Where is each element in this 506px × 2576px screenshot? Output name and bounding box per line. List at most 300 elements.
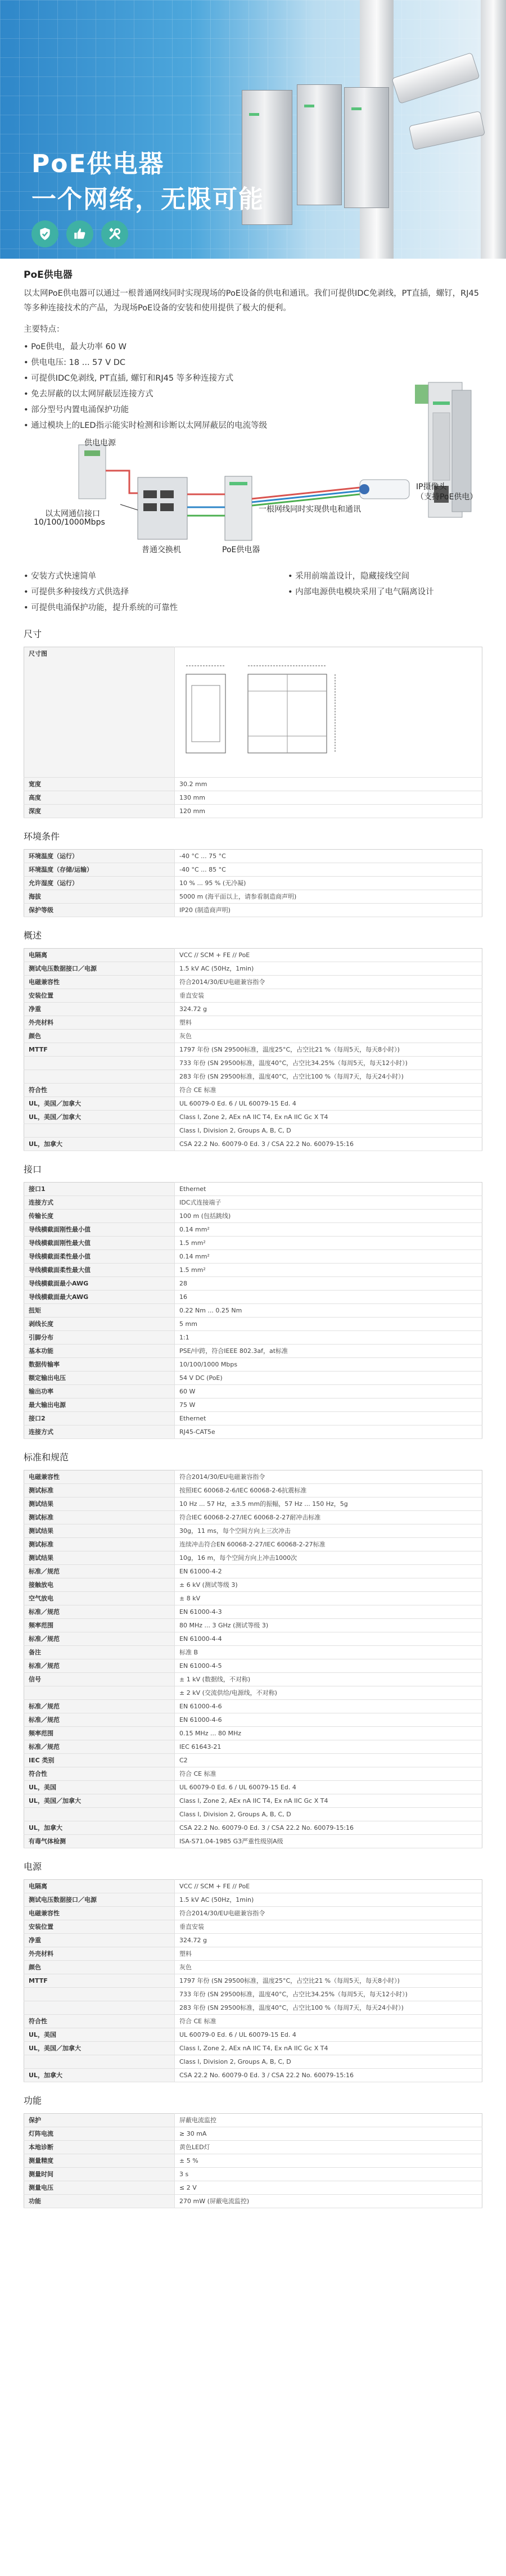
- table-key: 频率范围: [24, 1619, 175, 1632]
- table-key: 导线横截面柔性最大值: [24, 1264, 175, 1277]
- table-value: 0.15 MHz ... 80 MHz: [175, 1727, 482, 1740]
- table-value: 80 MHz ... 3 GHz (测试等级 3): [175, 1619, 482, 1632]
- table-row: [24, 976, 482, 989]
- table-key: 接口2: [24, 1412, 175, 1425]
- table-value: EN 61000-4-6: [175, 1700, 482, 1713]
- table-row: [24, 2154, 482, 2168]
- section-title: 尺寸: [24, 629, 42, 639]
- table-key: 本地诊断: [24, 2141, 175, 2154]
- table-row: [24, 1331, 482, 1345]
- table-value: 30g，11 ms，每个空间方向上三次冲击: [175, 1524, 482, 1538]
- table-key: 空气放电: [24, 1592, 175, 1605]
- table-row: [24, 1124, 482, 1138]
- table-value: ± 5 %: [175, 2154, 482, 2168]
- table-value: 3 s: [175, 2168, 482, 2181]
- table-key: [24, 1988, 175, 2001]
- table-value: 符合2014/30/EU电磁兼容指令: [175, 1907, 482, 1920]
- table-key: 外壳材料: [24, 1016, 175, 1030]
- table-row: [24, 1043, 482, 1057]
- table-value: 324.72 g: [175, 1934, 482, 1947]
- table-row: [24, 1947, 482, 1961]
- table-key: 接口1: [24, 1183, 175, 1196]
- section-title: 标准和规范: [24, 1452, 69, 1463]
- dimension-drawing-cell: [175, 647, 482, 778]
- table-row: [24, 1988, 482, 2001]
- table-key: 符合性: [24, 1084, 175, 1097]
- list-item: • PoE供电，最大功率 60 W: [24, 339, 482, 355]
- table-row: [24, 1907, 482, 1920]
- table-value: 灰色: [175, 1961, 482, 1974]
- table-key: 电磁兼容性: [24, 1907, 175, 1920]
- table-row: [24, 1111, 482, 1124]
- list-item: • 可提供IDC免剥线, PT直插, 螺钉和RJ45 等多种连接方式: [24, 371, 482, 386]
- table-row: [24, 2195, 482, 2208]
- table-row: [24, 2181, 482, 2195]
- network-diagram: [0, 437, 506, 566]
- table-value: CSA 22.2 No. 60079-0 Ed. 3 / CSA 22.2 No. 60079-15:16: [175, 1821, 482, 1835]
- table-value: 16: [175, 1291, 482, 1304]
- table-key: 电磁兼容性: [24, 1470, 175, 1484]
- table-key: 净重: [24, 1934, 175, 1947]
- table-key: UL，加拿大: [24, 1138, 175, 1151]
- table-key: UL，美国: [24, 2028, 175, 2042]
- table-key: 电隔离: [24, 1880, 175, 1893]
- table-row: [24, 1605, 482, 1619]
- table-value: Class I, Zone 2, AEx nA IIC T4, Ex nA IIC Gc X T4: [175, 1794, 482, 1808]
- table-row: [24, 850, 482, 863]
- table-key: 功能: [24, 2195, 175, 2208]
- table-key: 连接方式: [24, 1196, 175, 1210]
- table-value: 120 mm: [175, 805, 482, 818]
- table-value: 符合 CE 标准: [175, 2015, 482, 2028]
- table-row: [24, 805, 482, 818]
- table-key: 测试标准: [24, 1511, 175, 1524]
- hero-banner: [0, 0, 506, 259]
- dimension-drawing: [175, 652, 338, 771]
- table-row: [24, 1484, 482, 1497]
- ethernet-label: 以太网通信接口: [45, 509, 100, 518]
- table-row: [24, 2028, 482, 2042]
- table-key: 测试电压数据接口／电源: [24, 1893, 175, 1907]
- table-value: C2: [175, 1754, 482, 1767]
- table-value: Ethernet: [175, 1183, 482, 1196]
- table-key: 测量时间: [24, 2168, 175, 2181]
- table-value: ± 8 kV: [175, 1592, 482, 1605]
- table-row: [24, 1412, 482, 1425]
- table-row: [24, 1659, 482, 1673]
- table-value: 75 W: [175, 1398, 482, 1412]
- list-item: • 内部电源供电模块采用了电气隔离设计: [288, 584, 506, 600]
- table-value: Ethernet: [175, 1412, 482, 1425]
- table-row: [24, 1893, 482, 1907]
- table-row: [24, 2001, 482, 2015]
- table-row: [24, 1030, 482, 1043]
- table-value: 连续冲击符合EN 60068-2-27/IEC 60068-2-27标准: [175, 1538, 482, 1551]
- table-row: [24, 647, 482, 778]
- table-row: [24, 791, 482, 805]
- table-key: 颜色: [24, 1961, 175, 1974]
- overview-table: [24, 948, 482, 1151]
- table-row: [24, 1619, 482, 1632]
- table-value: 10 Hz ... 57 Hz，±3.5 mm的振幅，57 Hz ... 150 Hz，5g: [175, 1497, 482, 1511]
- table-value: VCC // SCM + FE // PoE: [175, 949, 482, 962]
- table-row: [24, 1345, 482, 1358]
- table-row: [24, 1920, 482, 1934]
- table-value: ± 2 kV (交流供给/电源线，不对称): [175, 1686, 482, 1700]
- table-value: 屏蔽电流监控: [175, 2114, 482, 2127]
- table-value: 塑料: [175, 1947, 482, 1961]
- table-key: 测量电压: [24, 2181, 175, 2195]
- table-value: 1:1: [175, 1331, 482, 1345]
- table-row: [24, 949, 482, 962]
- table-row: [24, 2127, 482, 2141]
- table-key: 标准／规范: [24, 1565, 175, 1578]
- table-value: Class I, Zone 2, AEx nA IIC T4, Ex nA IIC Gc X T4: [175, 2042, 482, 2055]
- table-row: [24, 1551, 482, 1565]
- table-row: [24, 1538, 482, 1551]
- table-value: EN 61000-4-6: [175, 1713, 482, 1727]
- table-row: [24, 1264, 482, 1277]
- table-value: 100 m (包括跳线): [175, 1210, 482, 1223]
- section-title: 功能: [24, 2095, 42, 2106]
- table-key: 高度: [24, 791, 175, 805]
- camera-poe-label: （支持PoE供电）: [416, 493, 478, 502]
- table-value: 10g，16 m，每个空间方向上冲击1000次: [175, 1551, 482, 1565]
- section-title: 概述: [24, 930, 42, 941]
- table-value: 1.5 mm²: [175, 1237, 482, 1250]
- table-row: [24, 2042, 482, 2055]
- table-row: [24, 890, 482, 904]
- hero-device-image-2: [297, 84, 342, 205]
- table-value: 塑料: [175, 1016, 482, 1030]
- table-value: PSE/中跨，符合IEEE 802.3af，at标准: [175, 1345, 482, 1358]
- standards-table: [24, 1470, 482, 1848]
- table-row: [24, 1713, 482, 1727]
- table-value: 5000 m (海平面以上，请参看制造商声明): [175, 890, 482, 904]
- table-value: CSA 22.2 No. 60079-0 Ed. 3 / CSA 22.2 No. 60079-15:16: [175, 1138, 482, 1151]
- table-key: 外壳材料: [24, 1947, 175, 1961]
- table-key: 传输长度: [24, 1210, 175, 1223]
- hero-icon-row: [31, 220, 128, 247]
- table-key: [24, 1070, 175, 1084]
- table-key: 扭矩: [24, 1304, 175, 1318]
- table-row: [24, 1808, 482, 1821]
- table-row: [24, 2141, 482, 2154]
- table-row: [24, 1632, 482, 1646]
- table-key: 尺寸图: [24, 647, 175, 778]
- table-key: [24, 1686, 175, 1700]
- overview-section: [0, 928, 506, 1151]
- shield-check-icon: [31, 220, 58, 247]
- hero-subtitle: 一个网络，无限可能: [31, 185, 264, 214]
- table-key: [24, 1124, 175, 1138]
- table-row: [24, 1497, 482, 1511]
- hero-device-image-3: [344, 87, 389, 208]
- table-row: [24, 2114, 482, 2127]
- table-row: [24, 1385, 482, 1398]
- table-key: 测量精度: [24, 2154, 175, 2168]
- table-value: Class I, Division 2, Groups A, B, C, D: [175, 1124, 482, 1138]
- table-value: ≥ 30 mA: [175, 2127, 482, 2141]
- table-row: [24, 1673, 482, 1686]
- table-row: [24, 1767, 482, 1781]
- table-row: [24, 1524, 482, 1538]
- table-row: [24, 1250, 482, 1264]
- table-key: 引脚分布: [24, 1331, 175, 1345]
- table-row: [24, 1934, 482, 1947]
- table-key: 导线横截面刚性最大值: [24, 1237, 175, 1250]
- table-key: IEC 类别: [24, 1754, 175, 1767]
- list-item: • 采用前端盖设计，隐藏接线空间: [288, 569, 506, 584]
- table-key: MTTF: [24, 1974, 175, 1988]
- table-value: 标准 B: [175, 1646, 482, 1659]
- table-key: 信号: [24, 1673, 175, 1686]
- table-key: 剥线长度: [24, 1318, 175, 1331]
- hero-title: PoE供电器: [31, 150, 165, 178]
- table-row: [24, 1398, 482, 1412]
- table-value: UL 60079-0 Ed. 6 / UL 60079-15 Ed. 4: [175, 1097, 482, 1111]
- table-key: 接触放电: [24, 1578, 175, 1592]
- table-key: 环境温度（存储/运输）: [24, 863, 175, 877]
- table-row: [24, 1277, 482, 1291]
- table-value: 1797 年份 (SN 29500标准，温度25°C，占空比21 %（每周5天，每天8小时）): [175, 1974, 482, 1988]
- table-key: 标准／规范: [24, 1632, 175, 1646]
- list-item: • 可提供电涌保护功能，提升系统的可靠性: [24, 600, 288, 616]
- table-key: 保护: [24, 2114, 175, 2127]
- table-row: [24, 989, 482, 1003]
- table-row: [24, 1880, 482, 1893]
- table-row: [24, 1070, 482, 1084]
- environment-section: [0, 829, 506, 917]
- section-title: 环境条件: [24, 831, 60, 842]
- table-key: 允许湿度（运行）: [24, 877, 175, 890]
- camera-label: IP摄像头: [416, 482, 447, 491]
- table-key: 输出功率: [24, 1385, 175, 1398]
- table-value: RJ45-CAT5e: [175, 1425, 482, 1439]
- table-key: 最大输出电源: [24, 1398, 175, 1412]
- table-key: 导线横截面柔性最小值: [24, 1250, 175, 1264]
- table-key: [24, 2055, 175, 2069]
- table-row: [24, 1974, 482, 1988]
- table-value: 符合 CE 标准: [175, 1767, 482, 1781]
- table-value: EN 61000-4-3: [175, 1605, 482, 1619]
- table-key: 导线横截面刚性最小值: [24, 1223, 175, 1237]
- table-key: 测试标准: [24, 1484, 175, 1497]
- dimensions-table: [24, 647, 482, 818]
- table-value: IEC 61643-21: [175, 1740, 482, 1754]
- table-value: 符合IEC 60068-2-27/IEC 60068-2-27耐冲击标准: [175, 1511, 482, 1524]
- table-value: UL 60079-0 Ed. 6 / UL 60079-15 Ed. 4: [175, 1781, 482, 1794]
- table-value: ≤ 2 V: [175, 2181, 482, 2195]
- table-row: [24, 1425, 482, 1439]
- list-item: • 通过模块上的LED指示能实时检测和诊断以太网屏蔽层的电流等级: [24, 418, 482, 434]
- table-row: [24, 962, 482, 976]
- tools-icon: [101, 220, 128, 247]
- table-key: UL，美国／加拿大: [24, 1794, 175, 1808]
- table-row: [24, 1835, 482, 1848]
- injector-label: PoE供电器: [222, 545, 260, 554]
- table-key: 标准／规范: [24, 1740, 175, 1754]
- table-key: 导线横截面最大AWG: [24, 1291, 175, 1304]
- table-row: [24, 1223, 482, 1237]
- table-key: 连接方式: [24, 1425, 175, 1439]
- table-row: [24, 1304, 482, 1318]
- table-key: 保护等级: [24, 904, 175, 917]
- list-item: • 供电电压: 18 ... 57 V DC: [24, 355, 482, 371]
- table-key: UL，美国／加拿大: [24, 2042, 175, 2055]
- table-value: 130 mm: [175, 791, 482, 805]
- table-value: 垂直安装: [175, 1920, 482, 1934]
- table-key: 频率范围: [24, 1727, 175, 1740]
- table-key: UL，美国: [24, 1781, 175, 1794]
- table-key: 符合性: [24, 2015, 175, 2028]
- table-key: 备注: [24, 1646, 175, 1659]
- table-value: 0.14 mm²: [175, 1250, 482, 1264]
- table-value: IDC式连接端子: [175, 1196, 482, 1210]
- table-value: 733 年份 (SN 29500标准，温度40°C，占空比34.25%（每周5天，每天12小时）): [175, 1988, 482, 2001]
- table-key: 基本功能: [24, 1345, 175, 1358]
- switch-label: 普通交换机: [142, 545, 181, 554]
- table-value: ISA-S71.04-1985 G3严重性级别A级: [175, 1835, 482, 1848]
- table-row: [24, 1727, 482, 1740]
- table-row: [24, 1700, 482, 1713]
- table-value: 324.72 g: [175, 1003, 482, 1016]
- power-section: [0, 1860, 506, 2082]
- table-value: 1.5 kV AC (50Hz，1min): [175, 962, 482, 976]
- interface-table: [24, 1182, 482, 1439]
- table-row: [24, 1138, 482, 1151]
- table-key: 灯阵电流: [24, 2127, 175, 2141]
- table-key: 有毒气体检测: [24, 1835, 175, 1848]
- intro-heading: PoE供电器: [24, 269, 73, 281]
- table-value: 0.14 mm²: [175, 1223, 482, 1237]
- thumbs-up-icon: [66, 220, 93, 247]
- table-value: Class I, Zone 2, AEx nA IIC T4, Ex nA IIC Gc X T4: [175, 1111, 482, 1124]
- table-value: 按照IEC 60068-2-6/IEC 60068-2-6抗震标准: [175, 1484, 482, 1497]
- table-row: [24, 778, 482, 791]
- table-key: 环境温度（运行）: [24, 850, 175, 863]
- table-value: 黄色LED灯: [175, 2141, 482, 2154]
- list-item: • 安装方式快速简单: [24, 569, 288, 584]
- table-key: 宽度: [24, 778, 175, 791]
- table-key: 测试结果: [24, 1497, 175, 1511]
- table-row: [24, 1358, 482, 1372]
- table-value: -40 °C ... 85 °C: [175, 863, 482, 877]
- power-supply-label: 供电电源: [84, 439, 116, 448]
- table-value: 1797 年份 (SN 29500标准，温度25°C，占空比21 %（每周5天，每天8小时）): [175, 1043, 482, 1057]
- intro-section: [0, 259, 506, 434]
- table-value: 54 V DC (PoE): [175, 1372, 482, 1385]
- table-value: EN 61000-4-5: [175, 1659, 482, 1673]
- list-item: • 部分型号内置电涌保护功能: [24, 402, 482, 418]
- table-value: EN 61000-4-2: [175, 1565, 482, 1578]
- table-row: [24, 1686, 482, 1700]
- table-key: UL，美国／加拿大: [24, 1111, 175, 1124]
- table-key: 电隔离: [24, 949, 175, 962]
- table-key: [24, 1057, 175, 1070]
- table-row: [24, 1781, 482, 1794]
- table-value: 灰色: [175, 1030, 482, 1043]
- table-row: [24, 2055, 482, 2069]
- table-key: 标准／规范: [24, 1605, 175, 1619]
- table-value: 283 年份 (SN 29500标准，温度40°C，占空比100 %（每周7天，每天24小时）): [175, 1070, 482, 1084]
- table-row: [24, 1565, 482, 1578]
- table-key: UL，加拿大: [24, 1821, 175, 1835]
- table-key: 测试标准: [24, 1538, 175, 1551]
- table-key: 标准／规范: [24, 1713, 175, 1727]
- table-value: Class I, Division 2, Groups A, B, C, D: [175, 2055, 482, 2069]
- table-value: ± 6 kV (测试等级 3): [175, 1578, 482, 1592]
- table-key: UL，加拿大: [24, 2069, 175, 2082]
- hero-pillar-right: [481, 0, 506, 259]
- table-row: [24, 1097, 482, 1111]
- environment-table: [24, 849, 482, 917]
- table-key: 数据传输率: [24, 1358, 175, 1372]
- table-row: [24, 2015, 482, 2028]
- features-title: 主要特点：: [24, 325, 65, 334]
- table-key: 安装位置: [24, 1920, 175, 1934]
- table-row: [24, 2168, 482, 2181]
- table-row: [24, 1210, 482, 1223]
- table-value: 283 年份 (SN 29500标准，温度40°C，占空比100 %（每周7天，每天24小时）): [175, 2001, 482, 2015]
- intro-paragraph: 以太网PoE供电器可以通过一根普通网线同时实现现场的PoE设备的供电和通讯。我们可提供IDC免剥线，PT直插，螺钉，RJ45等多种连接技术的产品，为现场PoE设备的安装和使用提供了极大的便利。: [24, 289, 479, 313]
- standards-section: [0, 1450, 506, 1848]
- table-key: MTTF: [24, 1043, 175, 1057]
- table-row: [24, 1003, 482, 1016]
- table-key: 海拔: [24, 890, 175, 904]
- table-key: 额定输出电压: [24, 1372, 175, 1385]
- table-value: EN 61000-4-4: [175, 1632, 482, 1646]
- table-key: 导线横截面最小AWG: [24, 1277, 175, 1291]
- table-value: IP20 (制造商声明): [175, 904, 482, 917]
- table-row: [24, 2069, 482, 2082]
- table-row: [24, 1084, 482, 1097]
- table-key: 标准／规范: [24, 1700, 175, 1713]
- table-value: 28: [175, 1277, 482, 1291]
- table-key: UL，美国／加拿大: [24, 1097, 175, 1111]
- table-row: [24, 1291, 482, 1304]
- table-row: [24, 1511, 482, 1524]
- table-key: 颜色: [24, 1030, 175, 1043]
- table-row: [24, 1961, 482, 1974]
- secondary-features: [0, 569, 506, 616]
- table-value: 10/100/1000 Mbps: [175, 1358, 482, 1372]
- table-row: [24, 1578, 482, 1592]
- table-value: 60 W: [175, 1385, 482, 1398]
- table-value: -40 °C ... 75 °C: [175, 850, 482, 863]
- cable-label: 一根网线同时实现供电和通讯: [259, 505, 361, 514]
- list-item: • 免去屏蔽的以太网屏蔽层连接方式: [24, 386, 482, 402]
- table-row: [24, 1318, 482, 1331]
- table-row: [24, 1754, 482, 1767]
- power-table: [24, 1879, 482, 2082]
- table-row: [24, 1592, 482, 1605]
- table-key: 深度: [24, 805, 175, 818]
- table-key: 测试电压数据接口／电源: [24, 962, 175, 976]
- table-row: [24, 1057, 482, 1070]
- table-row: [24, 1470, 482, 1484]
- function-section: [0, 2094, 506, 2208]
- table-value: 1.5 kV AC (50Hz，1min): [175, 1893, 482, 1907]
- table-key: 符合性: [24, 1767, 175, 1781]
- table-value: 垂直安装: [175, 989, 482, 1003]
- table-value: ± 1 kV (数据线，不对称): [175, 1673, 482, 1686]
- table-row: [24, 1821, 482, 1835]
- table-row: [24, 1372, 482, 1385]
- list-item: • 可提供多种接线方式供选择: [24, 584, 288, 600]
- table-row: [24, 1183, 482, 1196]
- table-key: 标准／规范: [24, 1659, 175, 1673]
